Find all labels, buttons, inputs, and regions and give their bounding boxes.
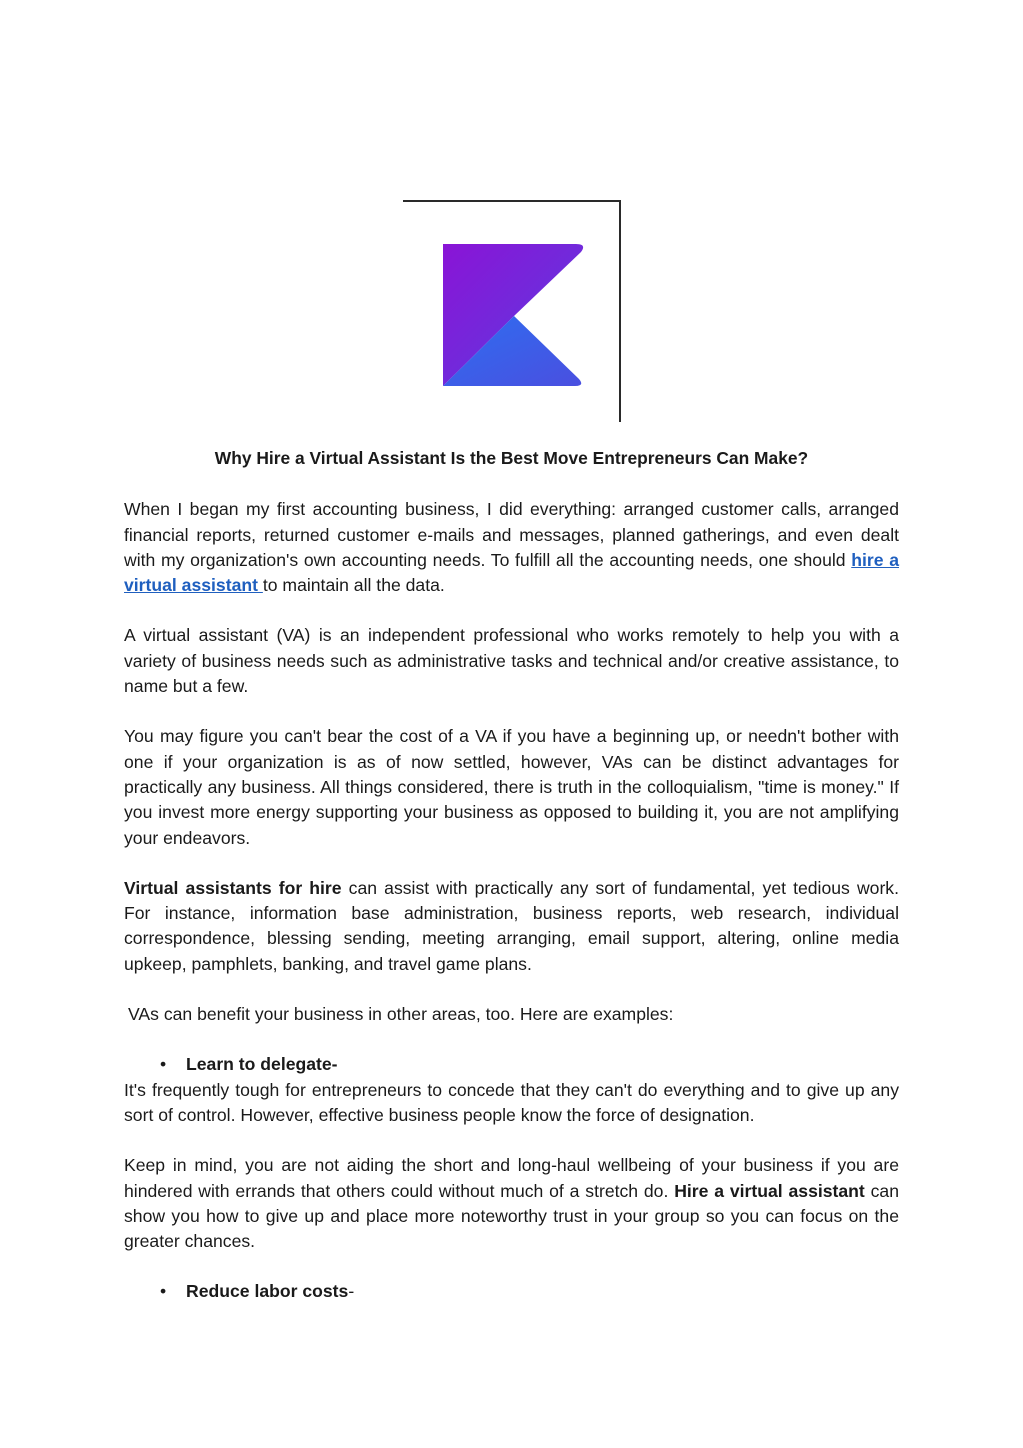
bullet-suffix: - <box>348 1281 355 1302</box>
paragraph-intro <box>124 497 899 598</box>
paragraph-tasks <box>124 876 899 977</box>
bullet-dot: • <box>160 1281 167 1302</box>
article-body <box>124 446 899 1305</box>
logo-frame <box>403 200 621 422</box>
bullet-learn-to-delegate <box>124 1052 899 1077</box>
virtual-assistants-for-hire-bold: Virtual assistants for hire <box>124 877 342 898</box>
hire-virtual-assistant-bold: Hire a virtual assistant <box>674 1180 865 1201</box>
kotlin-style-k-logo-icon <box>437 240 587 390</box>
paragraph-delegate: It's frequently tough for entrepreneurs to concede that they can't do everything and to give up any sort of control. However, effective business people know the force of designation. <box>124 1079 899 1125</box>
bullet-label: Reduce labor costs <box>186 1281 349 1302</box>
bullet-dot: • <box>160 1054 167 1075</box>
hire-virtual-assistant-link[interactable]: hire a virtual assistant <box>124 549 899 596</box>
bullet-label: Learn to delegate- <box>186 1054 338 1075</box>
paragraph-va-definition: A virtual assistant (VA) is an independent professional who works remotely to help you with a variety of business needs such as administrative tasks and technical and/or creative assistance, to name but a few. <box>124 625 899 697</box>
paragraph-tasks-text: can assist with practically any sort of fundamental, yet tedious work. For instance, information base administration, business reports, web research, individual correspondence, blessing sending, meeting arranging, email support, altering, online media upkeep, pamphlets, banking, and travel game plans. <box>124 877 899 974</box>
paragraph-intro-text: When I began my first accounting business, I did everything: arranged customer calls, arranged financial reports, returned customer e-mails and messages, planned gatherings, and even dealt with my organization's own accounting needs. To fulfill all the accounting needs, one should <box>124 499 899 570</box>
article-title: Why Hire a Virtual Assistant Is the Best Move Entrepreneurs Can Make? <box>214 448 809 468</box>
paragraph-keep-in-mind-text: Keep in mind, you are not aiding the short and long-haul wellbeing of your business if you are hindered with errands that others could without much of a stretch do. <box>124 1155 899 1201</box>
paragraph-intro-tail: to maintain all the data. <box>262 575 445 596</box>
bullet-reduce-labor-costs <box>124 1279 899 1304</box>
paragraph-cost: You may figure you can't bear the cost of a VA if you have a beginning up, or needn't bother with one if your organization is as of now settled, however, VAs can be distinct advantages for practically any business. All things considered, there is truth in the colloquialism, "time is money." If you invest more energy supporting your business as opposed to building it, you are not amplifying your endeavors. <box>124 726 899 848</box>
paragraph-keep-in-mind <box>124 1153 899 1254</box>
paragraph-keep-in-mind-tail: can show you how to give up and place more noteworthy trust in your group so you can focus on the greater chances. <box>124 1180 899 1252</box>
paragraph-examples-intro: VAs can benefit your business in other areas, too. Here are examples: <box>128 1004 674 1025</box>
